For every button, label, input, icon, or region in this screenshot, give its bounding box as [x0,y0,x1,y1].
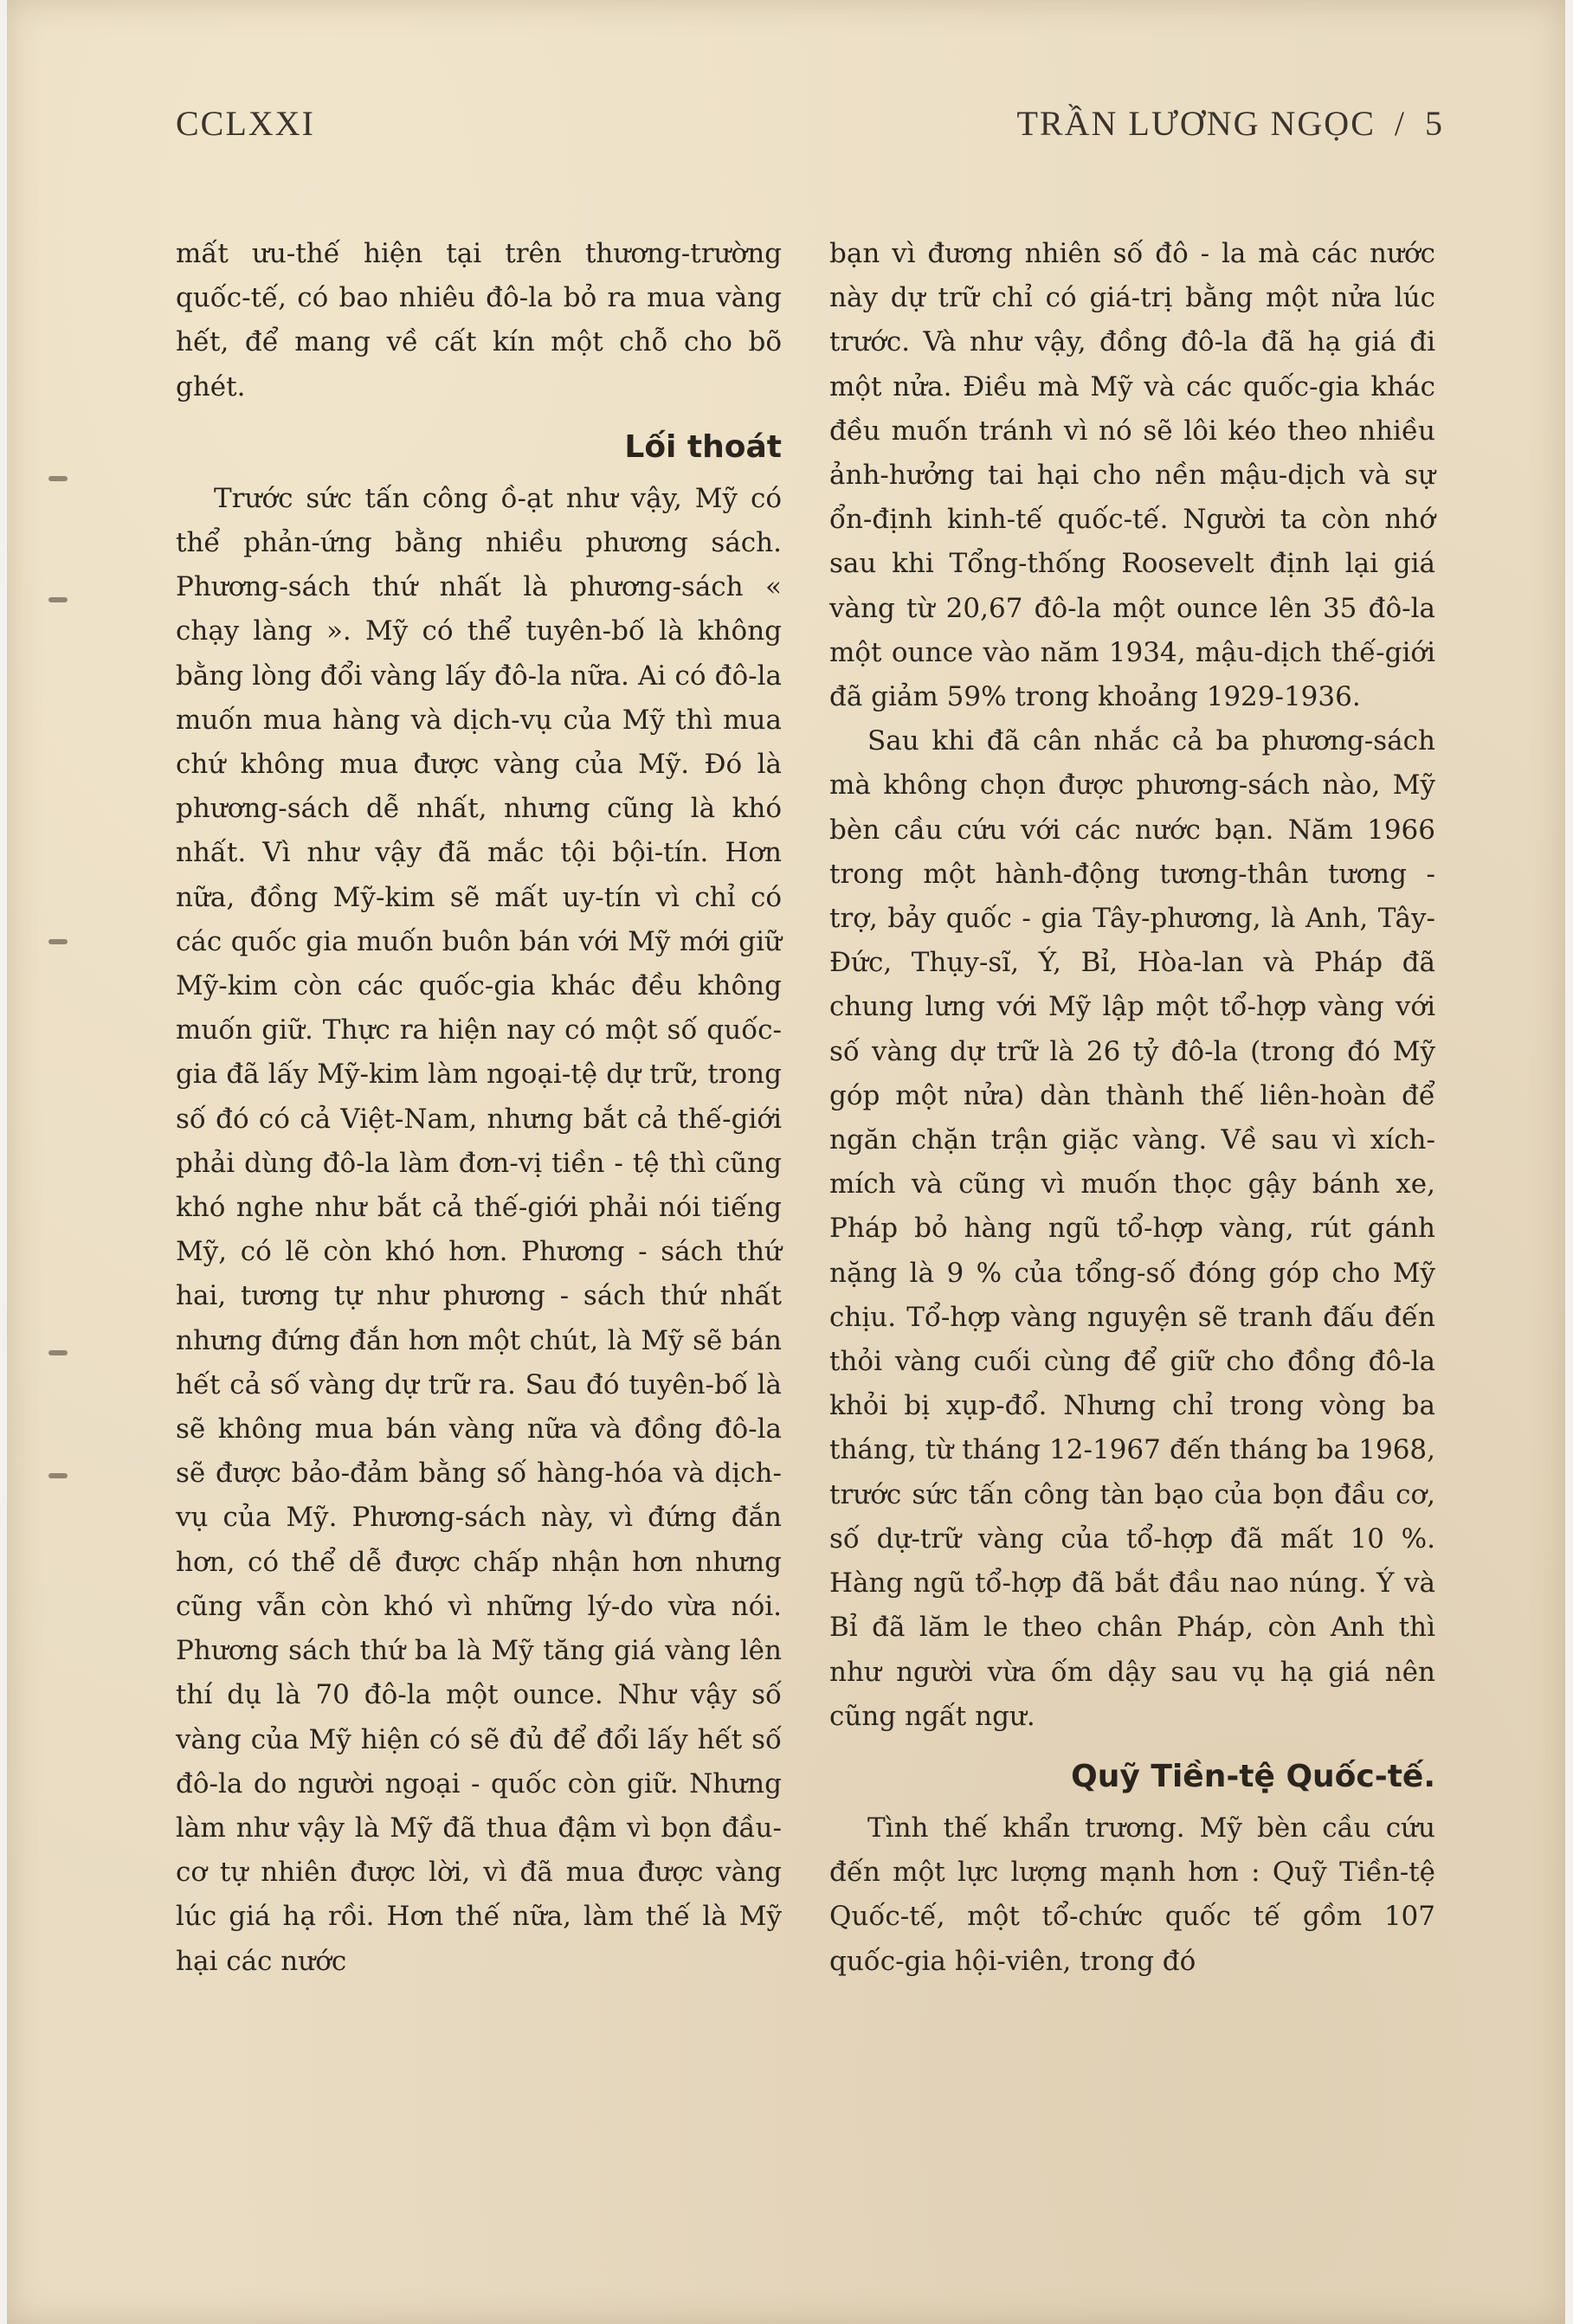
paragraph: Trước sức tấn công ồ-ạt như vậy, Mỹ có thể phản-ứng bằng nhiều phương sách. Phương-sách thứ nhất là phương-sách « chạy làng ». Mỹ có thể tuyên-bố là không bằng lòng đổi vàng lấy đô-la nữa. Ai có đô-la muốn mua hàng và dịch-vụ của Mỹ thì mua chứ không mua được vàng của Mỹ. Đó là phương-sách dễ nhất, nhưng cũng là khó nhất. Vì như vậy đã mắc tội bội-tín. Hơn nữa, đồng Mỹ-kim sẽ mất uy-tín vì chỉ có các quốc gia muốn buôn bán với Mỹ mới giữ Mỹ-kim còn các quốc-gia khác đều không muốn giữ. Thực ra hiện nay có một số quốc-gia đã lấy Mỹ-kim làm ngoại-tệ dự trữ, trong số đó có cả Việt-Nam, nhưng bắt cả thế-giới phải dùng đô-la làm đơn-vị tiền - tệ thì cũng khó nghe như bắt cả thế-giới phải nói tiếng Mỹ, có lẽ còn khó hơn. Phương - sách thứ hai, tương tự như phương - sách thứ nhất nhưng đứng đắn hơn một chút, là Mỹ sẽ bán hết cả số vàng dự trữ ra. Sau đó tuyên-bố là sẽ không mua bán vàng nữa và đồng đô-la sẽ được bảo-đảm bằng số hàng-hóa và dịch-vụ của Mỹ. Phương-sách này, vì đứng đắn hơn, có thể dễ được chấp nhận hơn nhưng cũng vẫn còn khó vì những lý-do vừa nói. Phương sách thứ ba là Mỹ tăng giá vàng lên thí dụ là 70 đô-la một ounce. Như vậy số vàng của Mỹ hiện có sẽ đủ để đổi lấy hết số đô-la do người ngoại - quốc còn giữ. Nhưng làm như vậy là Mỹ đã thua đậm vì bọn đầu-cơ tự nhiên được lời, vì đã mua được vàng lúc giá hạ rồi. Hơn thế nữa, làm thế là Mỹ hại các nước [176,482,782,1977]
margin-mark [48,1350,68,1355]
section-heading: Lối thoát [624,428,782,465]
paragraph: mất ưu-thế hiện tại trên thương-trường quốc-tế, có bao nhiêu đô-la bỏ ra mua vàng hết, để mang về cất kín một chỗ cho bõ ghét. [176,238,782,402]
book-page [7,0,1565,2324]
section-heading: Quỹ Tiền-tệ Quốc-tế. [1071,1758,1435,1794]
paragraph: Sau khi đã cân nhắc cả ba phương-sách mà không chọn được phương-sách nào, Mỹ bèn cầu cứu với các nước bạn. Năm 1966 trong một hành-động tương-thân tương - trợ, bảy quốc - gia Tây-phương, là Anh, Tây-Đức, Thụy-sĩ, Ý, Bỉ, Hòa-lan và Pháp đã chung lưng với Mỹ lập một tổ-hợp vàng với số vàng dự trữ là 26 tỷ đô-la (trong đó Mỹ góp một nửa) dàn thành thế liên-hoàn để ngăn chặn trận giặc vàng. Về sau vì xích-mích và cũng vì muốn thọc gậy bánh xe, Pháp bỏ hàng ngũ tổ-hợp vàng, rút gánh nặng là 9 % của tổng-số đóng góp cho Mỹ chịu. Tổ-hợp vàng nguyện sẽ tranh đấu đến thỏi vàng cuối cùng để giữ cho đồng đô-la khỏi bị xụp-đổ. Nhưng chỉ trong vòng ba tháng, từ tháng 12-1967 đến tháng ba 1968, trước sức tấn công tàn bạo của bọn đầu cơ, số dự-trữ vàng của tổ-hợp đã mất 10 %. Hàng ngũ tổ-hợp đã bắt đầu nao núng. Ý và Bỉ đã lăm le theo chân Pháp, còn Anh thì như người vừa ốm dậy sau vụ hạ giá nên cũng ngất ngư. [829,725,1435,1732]
margin-mark [48,939,68,944]
margin-mark [48,1473,68,1478]
header-separator: / [1394,103,1406,143]
paragraph: bạn vì đương nhiên số đô - la mà các nước này dự trữ chỉ có giá-trị bằng một nửa lúc trước. Và như vậy, đồng đô-la đã hạ giá đi một nửa. Điều mà Mỹ và các quốc-gia khác đều muốn tránh vì nó sẽ lôi kéo theo nhiều ảnh-hưởng tai hại cho nền mậu-dịch và sự ổn-định kinh-tế quốc-tế. Người ta còn nhớ sau khi Tổng-thống Roosevelt định lại giá vàng từ 20,67 đô-la một ounce lên 35 đô-la một ounce vào năm 1934, mậu-dịch thế-giới đã giảm 59% trong khoảng 1929-1936. [829,238,1435,713]
paragraph: Tình thế khẩn trương. Mỹ bèn cầu cứu đến một lực lượng mạnh hơn : Quỹ Tiền-tệ Quốc-tế, một tổ-chức quốc tế gồm 107 quốc-gia hội-viên, trong đó [829,1812,1435,1977]
margin-mark [48,597,68,602]
author-name: TRẦN LƯƠNG NGỌC [1016,103,1376,143]
chapter-number: CCLXXI [176,103,315,143]
header-right [1017,103,1444,144]
page-number: 5 [1425,103,1444,143]
running-header [176,97,1444,149]
right-column [829,232,1435,1984]
left-column [176,232,782,1984]
margin-mark [48,476,68,481]
